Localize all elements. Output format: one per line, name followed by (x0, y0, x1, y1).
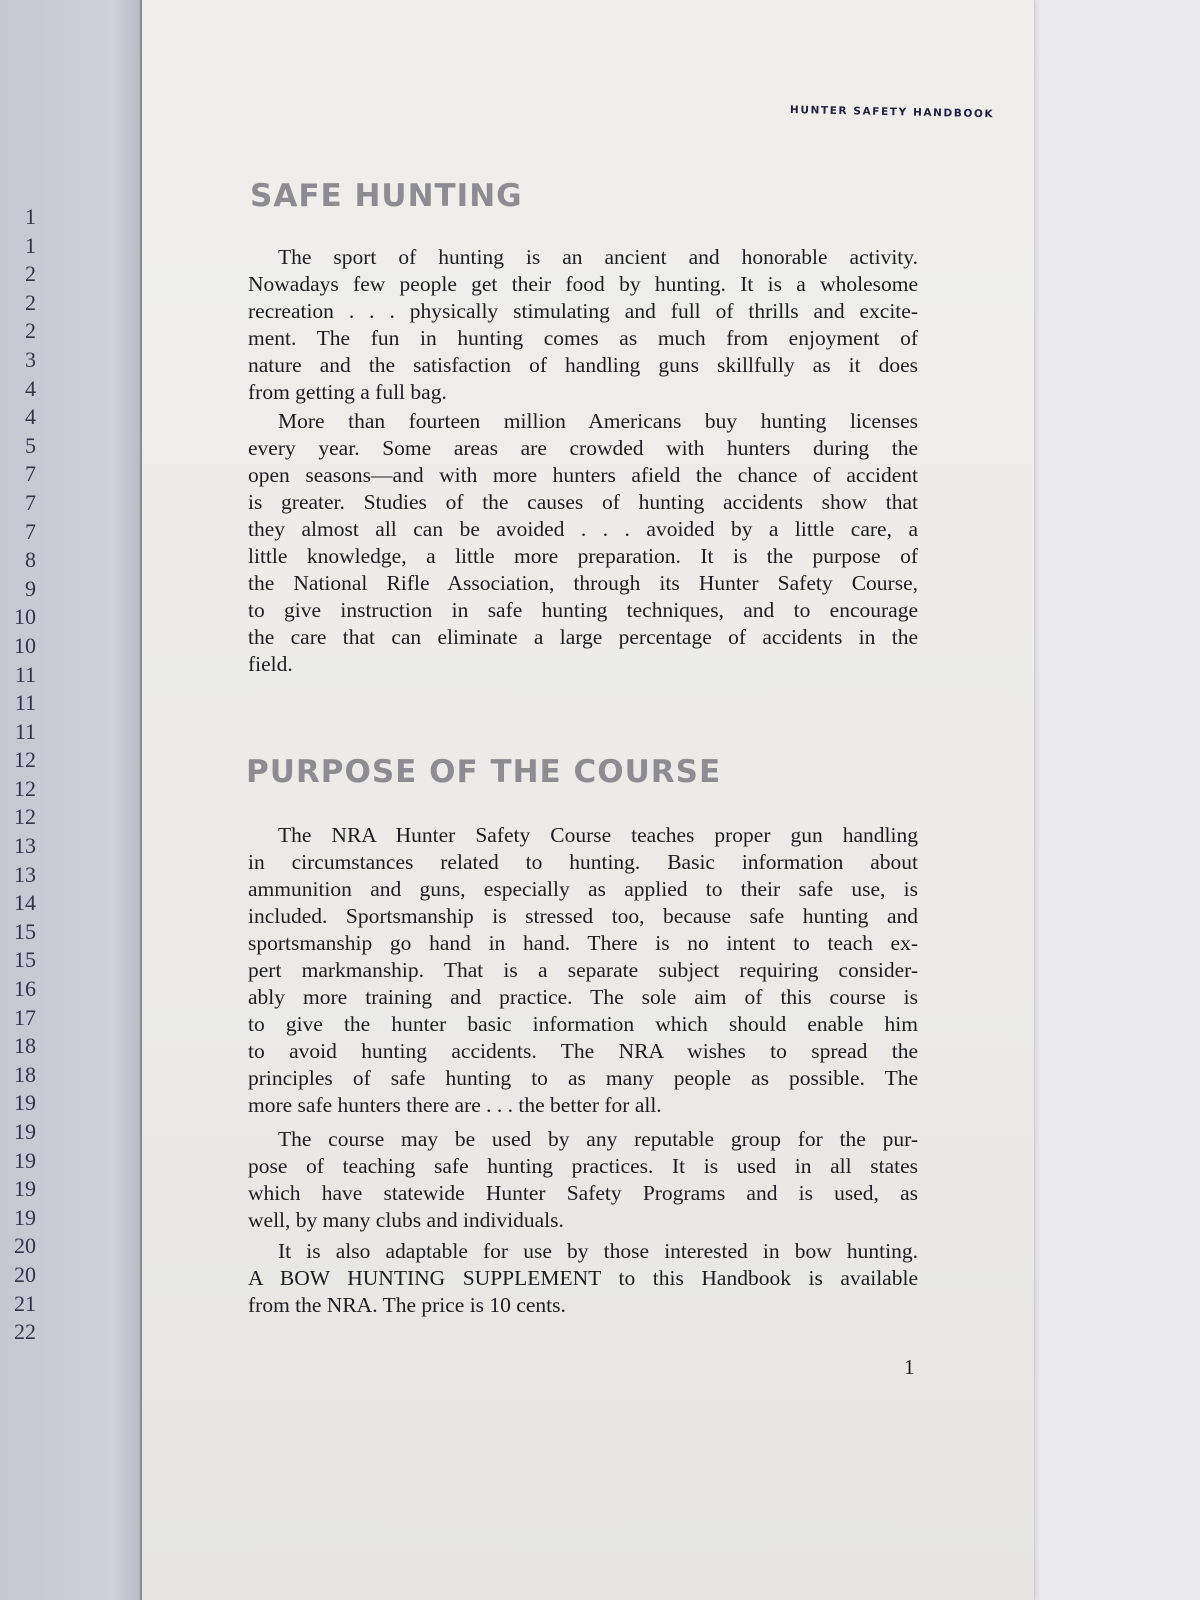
index-number: 16 (14, 976, 36, 1002)
text-line: to avoid hunting accidents. The NRA wishes to spread the (248, 1039, 918, 1063)
index-number: 2 (25, 318, 36, 344)
index-number: 12 (14, 747, 36, 773)
index-number: 13 (14, 861, 36, 887)
page-number: 1 (904, 1355, 915, 1379)
index-number: 11 (14, 661, 36, 687)
index-number: 20 (14, 1233, 36, 1259)
index-number: 18 (14, 1033, 36, 1059)
index-number: 11 (14, 690, 36, 716)
index-number: 14 (14, 890, 36, 916)
index-number: 22 (14, 1319, 36, 1345)
text-line: ably more training and practice. The sole aim of this course is (248, 985, 918, 1009)
index-number: 12 (14, 804, 36, 830)
text-line: The NRA Hunter Safety Course teaches proper gun handling (278, 823, 918, 847)
index-number: 10 (14, 632, 36, 658)
text-line: More than fourteen million Americans buy hunting licenses (278, 409, 918, 433)
text-line: every year. Some areas are crowded with hunters during the (248, 436, 918, 460)
text-line: recreation . . . physically stimulating and full of thrills and excite- (248, 299, 918, 323)
index-number: 19 (14, 1147, 36, 1173)
text-line: in circumstances related to hunting. Basic information about (248, 850, 918, 874)
text-line: open seasons—and with more hunters afield the chance of accident (248, 463, 918, 487)
text-line: nature and the satisfaction of handling guns skillfully as it does (248, 353, 918, 377)
text-line: from getting a full bag. (248, 380, 447, 404)
index-number: 7 (25, 489, 36, 515)
text-line: they almost all can be avoided . . . avoided by a little care, a (248, 517, 918, 541)
text-line: which have statewide Hunter Safety Programs and is used, as (248, 1181, 918, 1205)
text-line: to give the hunter basic information which should enable him (248, 1012, 918, 1036)
index-page-numbers (0, 203, 36, 1347)
index-number: 15 (14, 947, 36, 973)
handbook-page (140, 0, 1035, 1600)
text-line: the care that can eliminate a large percentage of accidents in the (248, 625, 918, 649)
heading-purpose-of-the-course: PURPOSE OF THE COURSE (246, 754, 722, 790)
text-line: A BOW HUNTING SUPPLEMENT to this Handbook is available (248, 1266, 918, 1290)
paragraph (248, 244, 918, 406)
index-number: 1 (25, 232, 36, 258)
index-number: 13 (14, 833, 36, 859)
index-number: 4 (25, 375, 36, 401)
text-line: principles of safe hunting to as many people as possible. The (248, 1066, 918, 1090)
paragraph (248, 1238, 918, 1319)
index-number: 2 (25, 261, 36, 287)
text-line: to give instruction in safe hunting techniques, and to encourage (248, 598, 918, 622)
previous-page-edge (0, 0, 142, 1600)
index-number: 19 (14, 1204, 36, 1230)
text-line: It is also adaptable for use by those interested in bow hunting. (278, 1239, 918, 1263)
index-number: 4 (25, 404, 36, 430)
index-number: 19 (14, 1176, 36, 1202)
text-line: ammunition and guns, especially as applied to their safe use, is (248, 877, 918, 901)
running-head: HUNTER SAFETY HANDBOOK (789, 104, 995, 121)
paragraph (248, 1126, 918, 1234)
index-number: 19 (14, 1119, 36, 1144)
paragraph (248, 408, 918, 678)
text-line: sportsmanship go hand in hand. There is no intent to teach ex- (248, 931, 918, 955)
index-number: 2 (25, 289, 36, 315)
index-number: 21 (14, 1290, 36, 1316)
index-number: 8 (25, 547, 36, 573)
text-line: The course may be used by any reputable group for the pur- (278, 1127, 918, 1151)
text-line: little knowledge, a little more preparation. It is the purpose of (248, 544, 918, 568)
text-line: included. Sportsmanship is stressed too, because safe hunting and (248, 904, 918, 928)
index-number: 12 (14, 775, 36, 801)
index-number: 19 (14, 1090, 36, 1116)
text-line: Nowadays few people get their food by hunting. It is a wholesome (248, 272, 918, 296)
heading-safe-hunting: SAFE HUNTING (250, 178, 523, 214)
index-number: 18 (14, 1061, 36, 1087)
index-number: 11 (14, 718, 36, 744)
text-line: pose of teaching safe hunting practices. It is used in all states (248, 1154, 918, 1178)
text-line: The sport of hunting is an ancient and honorable activity. (278, 245, 918, 269)
text-line: well, by many clubs and individuals. (248, 1208, 564, 1232)
index-number: 7 (25, 518, 36, 544)
index-number: 1 (25, 204, 36, 229)
text-line: pert markmanship. That is a separate subject requiring consider- (248, 958, 918, 982)
index-number: 15 (14, 918, 36, 944)
text-line: ment. The fun in hunting comes as much from enjoyment of (248, 326, 918, 350)
index-number: 5 (25, 432, 36, 458)
text-line: field. (248, 652, 293, 676)
index-number: 20 (14, 1261, 36, 1287)
text-line: the National Rifle Association, through its Hunter Safety Course, (248, 571, 918, 595)
text-line: more safe hunters there are . . . the better for all. (248, 1093, 662, 1117)
text-line: from the NRA. The price is 10 cents. (248, 1293, 566, 1317)
index-number: 3 (25, 346, 36, 372)
paragraph (248, 822, 918, 1119)
index-number: 9 (25, 575, 36, 601)
index-number: 17 (14, 1004, 36, 1030)
text-line: is greater. Studies of the causes of hunting accidents show that (248, 490, 918, 514)
index-number: 7 (25, 461, 36, 487)
index-number: 10 (14, 604, 36, 630)
